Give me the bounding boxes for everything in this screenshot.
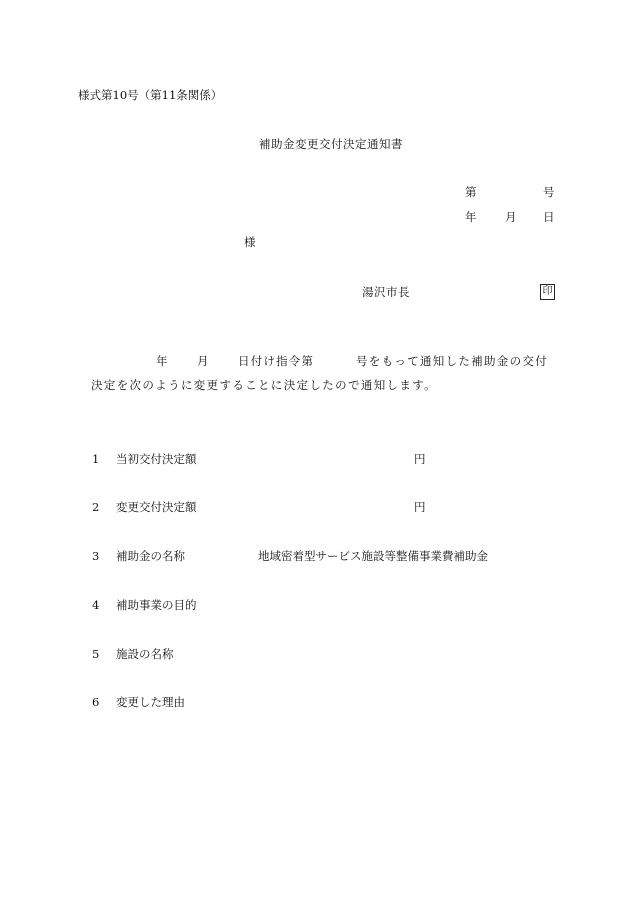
item-number: 6 [92,695,100,709]
item-number: 4 [92,598,100,612]
body-line2: 決定を次のように変更することに決定したので通知します。 [91,378,438,392]
addressee-suffix: 様 [244,235,256,249]
body-line1-rest: 号をもって通知した補助金の交付 [356,354,548,368]
item-value: 円 [414,500,426,514]
item-label: 変更した理由 [116,695,185,709]
date-month: 月 [505,210,517,224]
body-month: 月 [197,354,209,368]
date-day: 日 [543,210,555,224]
item-value: 円 [414,452,426,466]
sender: 湯沢市長 [362,285,410,299]
item-value: 地域密着型サービス施設等整備事業費補助金 [258,549,488,563]
body-day-ref: 日付け指令第 [238,354,315,368]
item-label: 補助金の名称 [116,549,185,563]
doc-number-prefix: 第 [465,185,477,199]
doc-number-suffix: 号 [543,185,555,199]
item-number: 2 [92,500,100,514]
item-number: 1 [92,452,100,466]
item-label: 変更交付決定額 [116,500,197,514]
item-label: 補助事業の目的 [116,598,197,612]
body-year: 年 [156,354,168,368]
item-number: 3 [92,549,100,563]
item-label: 施設の名称 [116,647,174,661]
item-label: 当初交付決定額 [116,452,197,466]
document-title: 補助金変更交付決定通知書 [259,137,403,151]
item-number: 5 [92,647,100,661]
seal-box: 印 [540,284,555,300]
form-number: 様式第10号（第11条関係） [78,88,223,102]
date-year: 年 [465,210,477,224]
